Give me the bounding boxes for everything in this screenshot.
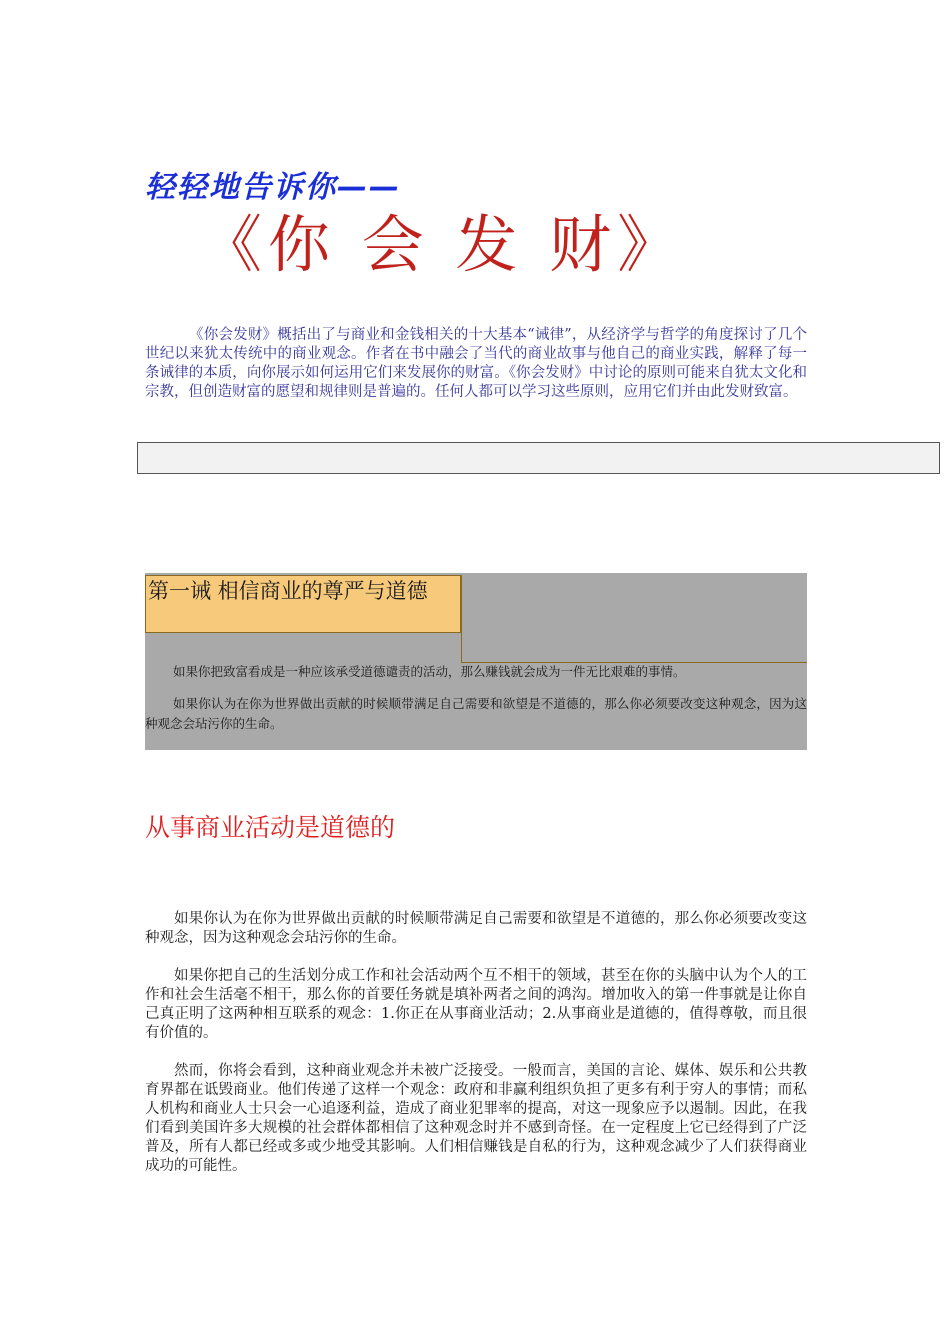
body-paragraph: 如果你认为在你为世界做出贡献的时候顺带满足自己需要和欲望是不道德的，那么你必须要改变这种观念，因为这种观念会玷污你的生命。 xyxy=(145,911,807,946)
chapter-paragraph: 如果你认为在你为世界做出贡献的时候顺带满足自己需要和欲望是不道德的，那么你必须要改变这种观念，因为这种观念会玷污你的生命。 xyxy=(145,696,807,731)
section-heading: 从事商业活动是道德的 xyxy=(145,813,396,842)
intro-paragraph: 《你会发财》概括出了与商业和金钱相关的十大基本“诫律”，从经济学与哲学的角度探讨了几个世纪以来犹太传统中的商业观念。作者在书中融会了当代的商业故事与他自己的商业实践，解释了每一条诫律的本质，向你展示如何运用它们来发展你的财富。《你会发财》中讨论的原则可能来自犹太文化和宗教，但创造财富的愿望和规律则是普遍的。任何人都可以学习这些原则，应用它们并由此发财致富。 xyxy=(145,327,807,400)
body-paragraph: 如果你把自己的生活划分成工作和社会活动两个互不相干的领域，甚至在你的头脑中认为个人的工作和社会生活毫不相干，那么你的首要任务就是填补两者之间的鸿沟。增加收入的第一件事就是让你自己真正明了这两种相互联系的观念：1.你正在从事商业活动；2.从事商业是道德的，值得尊敬，而且很有价值的。 xyxy=(145,968,807,1041)
subtitle: 轻轻地告诉你—— xyxy=(145,170,401,205)
chapter-title: 第一诫 相信商业的尊严与道德 xyxy=(145,575,461,633)
body-paragraph: 然而，你将会看到，这种商业观念并未被广泛接受。一般而言，美国的言论、媒体、娱乐和公共教育界都在诋毁商业。他们传递了这样一个观念：政府和非赢利组织负担了更多有利于穷人的事情；而私人机构和商业人士只会一心追逐利益，造成了商业犯罪率的提高，对这一现象应予以遏制。因此，在我们看到美国许多大规模的社会群体都相信了这种观念时并不感到奇怪。在一定程度上它已经得到了广泛普及，所有人都已经或多或少地受其影响。人们相信赚钱是自私的行为，这种观念减少了人们获得商业成功的可能性。 xyxy=(145,1063,807,1174)
section-body xyxy=(145,910,807,1195)
chapter-body xyxy=(145,662,807,746)
chapter-border-vertical xyxy=(461,575,462,663)
empty-text-box xyxy=(137,442,940,474)
page-title: 《你 会 发 财》 xyxy=(200,208,686,281)
chapter-paragraph: 如果你把致富看成是一种应该承受道德谴责的活动，那么赚钱就会成为一件无比艰难的事情。 xyxy=(173,664,686,679)
